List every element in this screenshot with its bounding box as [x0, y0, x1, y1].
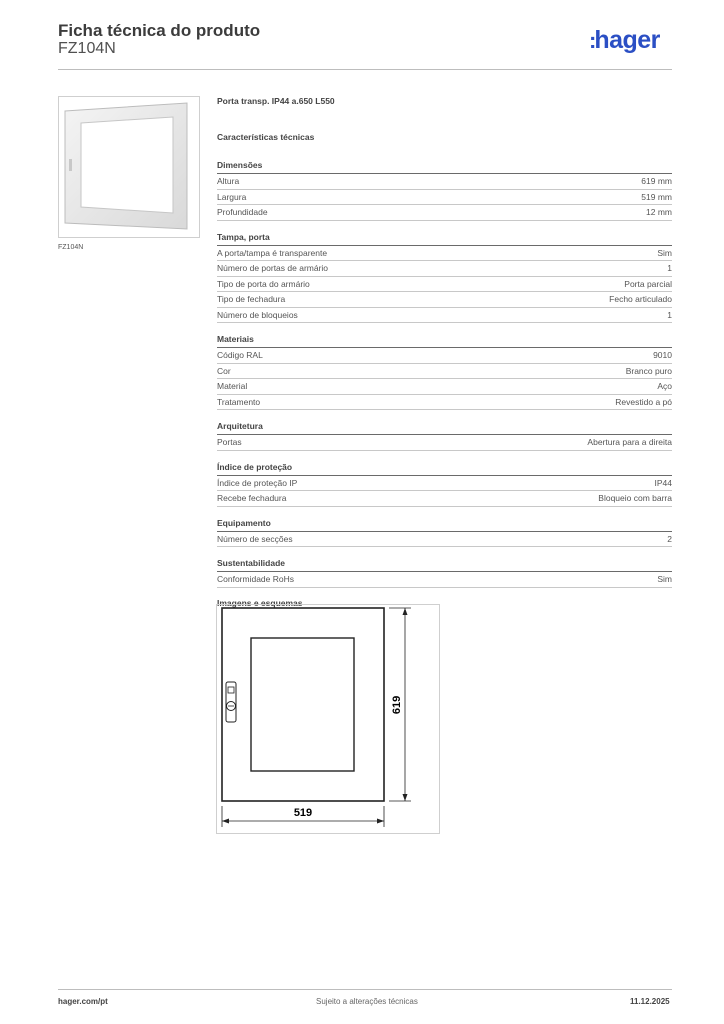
spec-row: [217, 205, 672, 221]
technical-drawing: [216, 604, 440, 834]
spec-row: [217, 491, 672, 507]
spec-value: Revestido a pó: [615, 396, 672, 407]
spec-row: [217, 395, 672, 411]
spec-sections: [217, 159, 672, 588]
spec-row: [217, 476, 672, 492]
spec-label: Número de bloqueios: [217, 309, 298, 320]
spec-label: Recebe fechadura: [217, 493, 287, 503]
door-thumbnail-icon: [59, 97, 199, 237]
spec-row: [217, 572, 672, 588]
spec-value: Porta parcial: [624, 278, 672, 289]
hager-logo[interactable]: [589, 26, 660, 55]
section-title: Materiais: [217, 333, 672, 348]
spec-value: 2: [667, 533, 672, 544]
section-title: Tampa, porta: [217, 231, 672, 246]
spec-section: [217, 517, 672, 548]
spec-row: [217, 435, 672, 451]
footer-divider: [58, 989, 672, 990]
spec-row: [217, 261, 672, 277]
spec-label: Portas: [217, 437, 242, 447]
thumbnail-caption: FZ104N: [58, 244, 84, 251]
spec-label: Tipo de fechadura: [217, 294, 286, 304]
spec-value: Branco puro: [625, 365, 672, 376]
spec-section: [217, 231, 672, 324]
spec-label: Profundidade: [217, 207, 268, 217]
spec-section: [217, 461, 672, 507]
product-code: FZ104N: [58, 40, 116, 57]
spec-label: Número de portas de armário: [217, 263, 329, 273]
spec-section: [217, 557, 672, 588]
characteristics-title: Características técnicas: [217, 132, 315, 142]
section-title: Arquitetura: [217, 420, 672, 435]
footer-website-link[interactable]: hager.com/pt: [58, 997, 108, 1006]
spec-row: [217, 246, 672, 262]
section-title: Equipamento: [217, 517, 672, 532]
spec-row: [217, 174, 672, 190]
door-lock-icon: [226, 682, 236, 722]
spec-label: Conformidade RoHs: [217, 574, 295, 584]
width-dimension-label: 519: [293, 807, 313, 819]
specifications: [217, 96, 672, 608]
product-thumbnail: [58, 96, 200, 238]
section-title: Índice de proteção: [217, 461, 672, 476]
spec-value: Aço: [657, 381, 672, 391]
spec-value: 1: [667, 309, 672, 320]
section-title: Dimensões: [217, 159, 672, 174]
spec-label: Altura: [217, 176, 240, 186]
spec-label: Material: [217, 381, 248, 391]
spec-row: [217, 379, 672, 395]
spec-row: [217, 190, 672, 206]
spec-value: Bloqueio com barra: [598, 493, 672, 503]
logo-prefix: :: [589, 28, 595, 53]
spec-section: [217, 420, 672, 451]
spec-label: Número de secções: [217, 533, 293, 544]
spec-label: Código RAL: [217, 350, 263, 360]
spec-row: [217, 364, 672, 380]
spec-value: 619 mm: [641, 176, 672, 186]
spec-value: 519 mm: [641, 191, 672, 202]
section-title: Sustentabilidade: [217, 557, 672, 572]
spec-label: Largura: [217, 191, 247, 202]
spec-label: Índice de proteção IP: [217, 477, 298, 488]
spec-row: [217, 308, 672, 324]
spec-row: [217, 292, 672, 308]
height-dimension-label: 619: [391, 695, 403, 715]
images-title: Imagens e esquemas: [217, 597, 303, 608]
logo-text: hager: [594, 26, 660, 54]
spec-value: 1: [667, 263, 672, 273]
spec-label: Cor: [217, 365, 231, 376]
spec-row: [217, 348, 672, 364]
spec-section: [217, 159, 672, 221]
spec-row: [217, 277, 672, 293]
page-title: Ficha técnica do produto: [58, 21, 261, 40]
spec-row: [217, 532, 672, 548]
header-divider: [58, 69, 672, 70]
spec-value: Sim: [657, 247, 672, 258]
spec-value: Fecho articulado: [609, 294, 672, 304]
spec-section: [217, 333, 672, 410]
door-window: [251, 638, 354, 771]
spec-value: 12 mm: [646, 207, 672, 217]
spec-label: A porta/tampa é transparente: [217, 247, 328, 258]
spec-value: 9010: [653, 350, 672, 360]
spec-value: Abertura para a direita: [587, 437, 672, 447]
footer-disclaimer: Sujeito a alterações técnicas: [316, 997, 418, 1006]
spec-label: Tratamento: [217, 396, 261, 407]
footer-date: 11.12.2025: [630, 997, 670, 1006]
product-name: Porta transp. IP44 a.650 L550: [217, 96, 335, 106]
door-drawing-svg: [217, 605, 439, 833]
spec-value: Sim: [657, 574, 672, 584]
door-outline: [222, 608, 384, 801]
spec-label: Tipo de porta do armário: [217, 278, 310, 289]
spec-value: IP44: [654, 477, 672, 488]
